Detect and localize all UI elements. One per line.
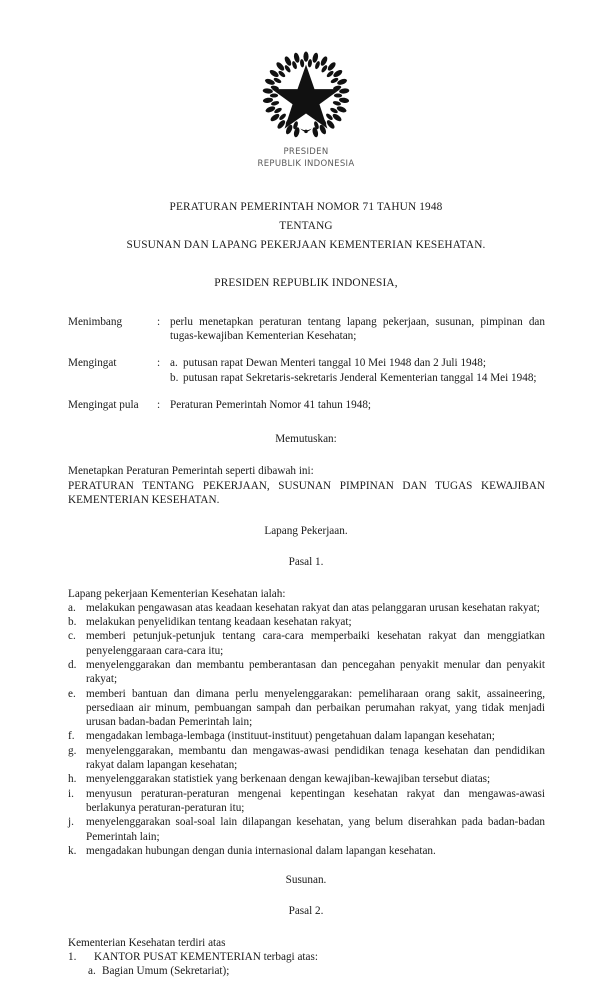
list-item xyxy=(68,772,545,786)
list-item-marker: 1. xyxy=(68,950,77,963)
list-item-text: KANTOR PUSAT KEMENTERIAN terbagi atas: xyxy=(94,950,318,963)
title-subject: SUSUNAN DAN LAPANG PEKERJAAN KEMENTERIAN KESEHATAN. xyxy=(126,239,486,251)
pasal-1-list xyxy=(68,601,545,858)
mengingat-label: Mengingat xyxy=(68,357,117,370)
list-item-marker: g. xyxy=(68,744,77,757)
list-item-text: menyelenggarakan, membantu dan mengawas-awasi pendidikan tenaga kesehatan dan pendidikan rakyat dalam lapangan kesehatan; xyxy=(86,744,545,772)
list-item-marker: i. xyxy=(68,787,74,800)
article-heading-pasal-1: Pasal 1. xyxy=(288,556,324,569)
menetapkan-line: Menetapkan Peraturan Pemerintah seperti dibawah ini: xyxy=(68,465,314,478)
menimbang-colon: : xyxy=(157,316,161,328)
pasal-2-lead: Kementerian Kesehatan terdiri atas xyxy=(68,936,226,949)
pasal-1-lead: Lapang pekerjaan Kementerian Kesehatan ialah: xyxy=(68,587,286,600)
list-item xyxy=(68,687,545,730)
list-item-marker: a. xyxy=(88,965,96,978)
garuda-star-wreath-emblem xyxy=(258,47,354,143)
mengingat-item xyxy=(170,371,545,385)
considerans-block xyxy=(0,315,612,412)
regulation-number-title: PERATURAN PEMERINTAH NOMOR 71 TAHUN 1948 xyxy=(169,201,443,213)
list-item-marker: b. xyxy=(68,616,77,629)
emblem-block xyxy=(0,0,612,170)
list-item-marker: f. xyxy=(68,730,75,743)
list-item-marker: k. xyxy=(68,844,77,857)
mengingat-item-marker: a. xyxy=(170,357,178,370)
list-item-marker: j. xyxy=(68,816,74,829)
list-item-marker: e. xyxy=(68,687,76,700)
regulation-formal-title: PERATURAN TENTANG PEKERJAAN, SUSUNAN PIMPINAN DAN TUGAS KEWAJIBAN KEMENTERIAN KESEHATAN. xyxy=(68,479,545,506)
list-item-text: memberi bantuan dan dimana perlu menyelenggarakan: pemeliharaan orang sakit, assaineering, persediaan air minum, pembuangan sampah dan perbaikan perumahan rakyat, yang tidak menjadi urusan badan-badan Pemerintah lain; xyxy=(86,687,545,729)
pasal-2-list xyxy=(68,950,545,964)
list-item xyxy=(68,744,545,773)
list-item xyxy=(68,729,545,743)
document-title-block xyxy=(0,198,612,255)
list-item-text: mengadakan lembaga-lembaga (instituut-instituut) pengetahuan dalam lapangan kesehatan; xyxy=(86,730,495,743)
list-item xyxy=(68,844,545,858)
article-heading-pasal-2: Pasal 2. xyxy=(288,905,324,918)
section-heading-lapang-pekerjaan: Lapang Pekerjaan. xyxy=(264,525,348,538)
memutuskan-heading: Memutuskan: xyxy=(275,433,337,446)
list-item-text: menyelenggarakan statistiek yang berkenaan dengan kewajiban-kewajiban tersebut diatas; xyxy=(86,773,491,786)
list-item xyxy=(68,658,545,687)
list-item-text: Bagian Umum (Sekretariat); xyxy=(102,965,230,978)
list-item-text: menyusun peraturan-peraturan mengenai kepentingan kesehatan rakyat dan mengawas-awasi berlakunya peraturan-peraturan itu; xyxy=(86,787,545,814)
list-item-text: melakukan penyelidikan tentang keadaan kesehatan rakyat; xyxy=(86,616,352,629)
section-heading-susunan: Susunan. xyxy=(285,874,327,887)
mengingat-pula-label: Mengingat pula xyxy=(68,398,139,411)
mengingat-item-text: putusan rapat Dewan Menteri tanggal 10 Mei 1948 dan 2 Juli 1948; xyxy=(183,357,486,370)
considerans-row-menimbang xyxy=(68,315,545,343)
emblem-caption-line2: REPUBLIK INDONESIA xyxy=(257,158,355,169)
considerans-row-mengingat-pula xyxy=(68,398,545,412)
mengingat-pula-colon: : xyxy=(157,398,161,411)
list-item-text: menyelenggarakan soal-soal lain dilapangan kesehatan, yang belum diserahkan pada badan-badan Pemerintah lain; xyxy=(86,816,545,843)
list-item xyxy=(68,950,545,964)
issuing-authority: PRESIDEN REPUBLIK INDONESIA, xyxy=(214,277,398,289)
section-two-body xyxy=(0,936,612,979)
menimbang-text: perlu menetapkan peraturan tentang lapang pekerjaan, susunan, pimpinan dan tugas-kewajiban Kementerian Kesehatan; xyxy=(170,316,545,343)
menimbang-label: Menimbang xyxy=(68,316,123,328)
mengingat-item-text: putusan rapat Sekretaris-sekretaris Jenderal Kementerian tanggal 14 Mei 1948; xyxy=(183,371,537,384)
mengingat-item-marker: b. xyxy=(170,371,179,384)
list-item xyxy=(88,964,545,978)
list-item-marker: h. xyxy=(68,773,77,786)
list-item-text: melakukan pengawasan atas keadaan kesehatan rakyat dan atas pelanggaran urusan kesehatan rakyat; xyxy=(86,601,540,614)
emblem-caption-line1: PRESIDEN xyxy=(283,147,329,157)
mengingat-item xyxy=(170,356,545,370)
list-item xyxy=(68,615,545,629)
list-item-text: memberi petunjuk-petunjuk tentang cara-cara memperbaiki kesehatan rakyat dan menggiatkan penyelenggaraan cara-cara itu; xyxy=(86,630,545,657)
list-item-text: mengadakan hubungan dengan dunia internasional dalam lapangan kesehatan. xyxy=(86,844,436,857)
list-item-marker: c. xyxy=(68,630,76,643)
list-item xyxy=(68,787,545,816)
mengingat-colon: : xyxy=(157,357,161,370)
mengingat-pula-text: Peraturan Pemerintah Nomor 41 tahun 1948; xyxy=(170,398,372,411)
list-item xyxy=(68,629,545,658)
title-tentang: TENTANG xyxy=(279,220,333,232)
section-one-body xyxy=(0,587,612,859)
considerans-row-mengingat xyxy=(68,356,545,384)
list-item-marker: d. xyxy=(68,659,77,671)
list-item xyxy=(68,815,545,844)
list-item xyxy=(68,601,545,615)
decision-block xyxy=(0,464,612,507)
emblem-caption xyxy=(0,147,612,170)
mengingat-items xyxy=(170,356,545,384)
list-item-text: menyelenggarakan dan membantu pemberantasan dan pencegahan penyakit menular dan penyakit rakyat; xyxy=(86,659,545,686)
list-item-marker: a. xyxy=(68,601,76,614)
